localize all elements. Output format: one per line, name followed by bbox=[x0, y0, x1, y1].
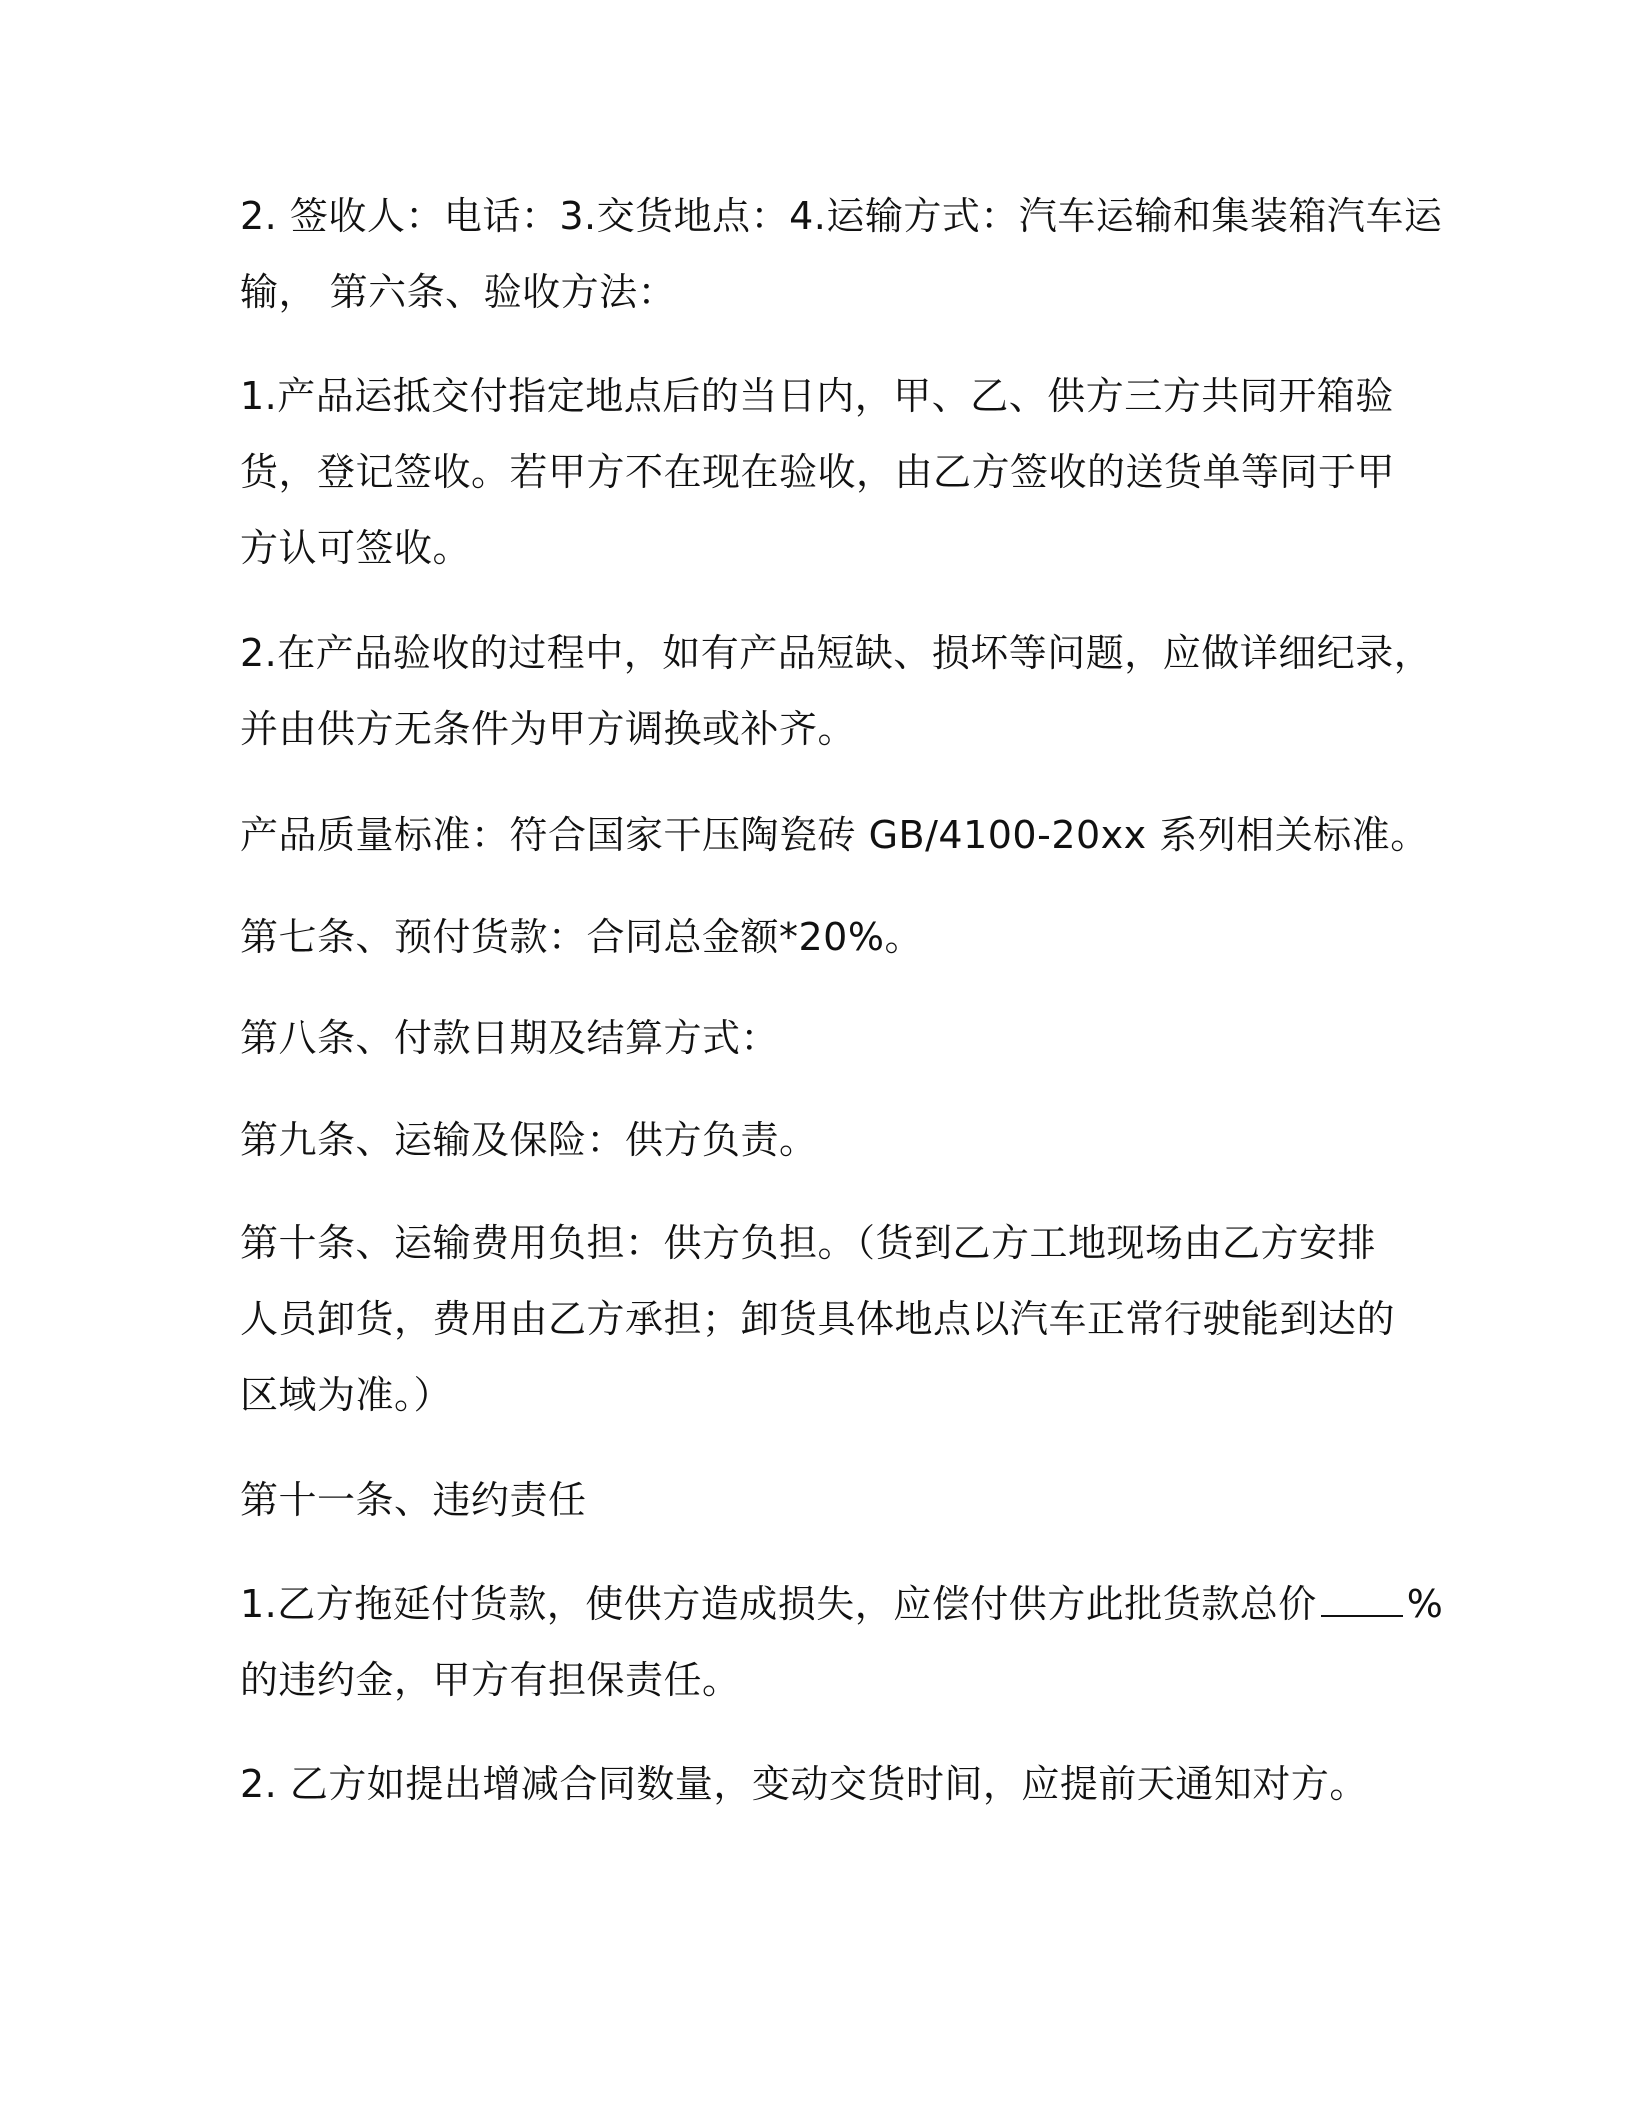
text-line: 货，登记签收。若甲方不在现在验收，由乙方签收的送货单等同于甲 bbox=[240, 450, 1396, 494]
text-line: 2. 签收人：电话：3.交货地点：4.运输方式：汽车运输和集装箱汽车运 bbox=[240, 194, 1443, 238]
text-line: 区域为准。） bbox=[240, 1373, 453, 1417]
text-line bbox=[240, 1566, 1444, 1642]
text-segment: % bbox=[1406, 1582, 1444, 1626]
text-line: 2. 乙方如提出增减合同数量，变动交货时间，应提前天通知对方。 bbox=[240, 1762, 1368, 1806]
paragraph-article-8 bbox=[240, 1000, 1390, 1076]
text-line: 第九条、运输及保险：供方负责。 bbox=[240, 1118, 818, 1162]
paragraph-quality-standard bbox=[240, 797, 1429, 873]
paragraph-article-10 bbox=[240, 1205, 1396, 1433]
paragraph-breach-2 bbox=[240, 1746, 1390, 1822]
text-line: 并由供方无条件为甲方调换或补齐。 bbox=[240, 707, 857, 751]
text-line: 第十一条、违约责任 bbox=[240, 1478, 587, 1522]
text-line: 方认可签收。 bbox=[240, 526, 472, 570]
text-line: 的违约金，甲方有担保责任。 bbox=[240, 1658, 741, 1702]
paragraph-article-7 bbox=[240, 899, 1390, 975]
text-segment: 1.乙方拖延付货款，使供方造成损失，应偿付供方此批货款总价 bbox=[240, 1582, 1317, 1626]
fill-in-blank bbox=[1321, 1585, 1403, 1617]
text-line: 产品质量标准：符合国家干压陶瓷砖 GB/4100-20xx 系列相关标准。 bbox=[240, 813, 1429, 857]
paragraph-acceptance-2 bbox=[240, 615, 1433, 767]
text-line: 第十条、运输费用负担：供方负担。（货到乙方工地现场由乙方安排 bbox=[240, 1221, 1377, 1265]
paragraph-article-9 bbox=[240, 1102, 1390, 1178]
text-line: 2.在产品验收的过程中，如有产品短缺、损坏等问题，应做详细纪录， bbox=[240, 631, 1433, 675]
paragraph-article-11 bbox=[240, 1462, 1390, 1538]
text-line: 1.产品运抵交付指定地点后的当日内，甲、乙、供方三方共同开箱验 bbox=[240, 374, 1394, 418]
paragraph-acceptance-1 bbox=[240, 358, 1396, 586]
text-line: 第七条、预付货款：合同总金额*20%。 bbox=[240, 915, 923, 959]
text-line: 人员卸货，费用由乙方承担；卸货具体地点以汽车正常行驶能到达的 bbox=[240, 1297, 1396, 1341]
text-line: 第八条、付款日期及结算方式： bbox=[240, 1016, 780, 1060]
paragraph-delivery-receiver bbox=[240, 178, 1443, 330]
paragraph-breach-1 bbox=[240, 1566, 1444, 1718]
text-line: 输， 第六条、验收方法： bbox=[240, 270, 677, 314]
